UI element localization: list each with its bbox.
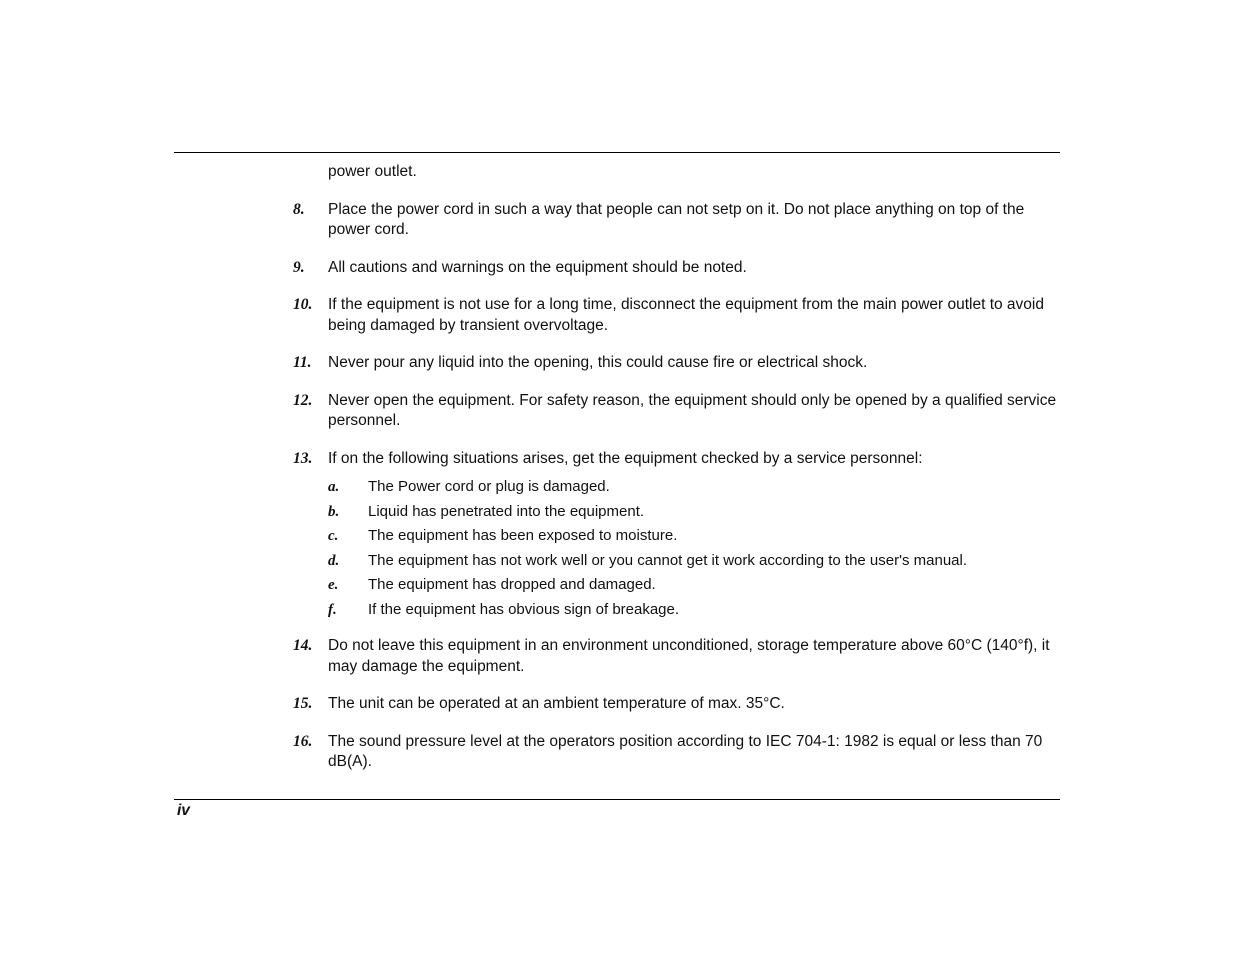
continued-text: power outlet. bbox=[328, 163, 417, 180]
sub-item-text: If the equipment has obvious sign of breakage. bbox=[368, 600, 680, 618]
sub-item-text: Liquid has penetrated into the equipment. bbox=[368, 502, 645, 520]
item-text: Do not leave this equipment in an environment unconditioned, storage temperature above 60°C (140°f), it may damage the equipment. bbox=[328, 637, 1050, 675]
header-rule bbox=[174, 152, 1060, 153]
item-text: The sound pressure level at the operators position according to IEC 704-1: 1982 is equal or less than 70 dB(A). bbox=[328, 732, 1043, 770]
sub-list-item bbox=[328, 598, 1060, 623]
sub-item-text: The equipment has been exposed to moisture. bbox=[368, 527, 678, 544]
sub-list-item bbox=[328, 475, 1060, 500]
item-text: Never open the equipment. For safety reason, the equipment should only be opened by a qualified service personnel. bbox=[328, 391, 1057, 429]
item-text: If the equipment is not use for a long time, disconnect the equipment from the main power outlet to avoid being damaged by transient overvoltage. bbox=[328, 296, 1044, 334]
sub-item-letter: f. bbox=[328, 601, 337, 618]
page-number: iv bbox=[177, 802, 190, 819]
item-number: 11. bbox=[293, 354, 312, 371]
item-text: Place the power cord in such a way that people can not setp on it. Do not place anything on top of the power cord. bbox=[328, 200, 1025, 238]
item-number: 15. bbox=[293, 695, 313, 712]
list-item bbox=[293, 694, 1060, 715]
sub-list-item bbox=[328, 549, 1060, 574]
item-text: All cautions and warnings on the equipment should be noted. bbox=[328, 258, 747, 276]
sub-list-item bbox=[328, 500, 1060, 525]
sub-item-letter: a. bbox=[328, 479, 340, 495]
sub-item-text: The Power cord or plug is damaged. bbox=[368, 478, 610, 495]
list-item bbox=[293, 200, 1060, 241]
safety-instructions-list bbox=[293, 162, 1060, 790]
footer-rule bbox=[174, 799, 1060, 800]
sub-item-letter: e. bbox=[328, 577, 339, 593]
list-item bbox=[293, 258, 1060, 279]
sub-item-text: The equipment has dropped and damaged. bbox=[368, 576, 656, 593]
list-item bbox=[293, 449, 1060, 623]
sub-list bbox=[328, 475, 1060, 622]
list-item bbox=[293, 391, 1060, 432]
item-number: 9. bbox=[293, 258, 305, 276]
sub-item-letter: b. bbox=[328, 503, 340, 520]
item-number: 8. bbox=[293, 200, 305, 218]
sub-item-letter: d. bbox=[328, 552, 340, 569]
item-text: Never pour any liquid into the opening, this could cause fire or electrical shock. bbox=[328, 354, 868, 371]
item-text: The unit can be operated at an ambient temperature of max. 35°C. bbox=[328, 695, 785, 712]
item-number: 16. bbox=[293, 732, 313, 750]
item-number: 13. bbox=[293, 449, 313, 467]
item-text: If on the following situations arises, get the equipment checked by a service personnel: bbox=[328, 449, 923, 467]
list-item bbox=[293, 295, 1060, 336]
list-item bbox=[293, 353, 1060, 374]
sub-item-letter: c. bbox=[328, 528, 339, 544]
item-number: 14. bbox=[293, 637, 313, 654]
sub-list-item bbox=[328, 524, 1060, 549]
sub-list-item bbox=[328, 573, 1060, 598]
list-item bbox=[293, 636, 1060, 677]
item-number: 10. bbox=[293, 296, 313, 313]
sub-item-text: The equipment has not work well or you cannot get it work according to the user's manual. bbox=[368, 551, 968, 569]
list-item bbox=[293, 732, 1060, 773]
item-number: 12. bbox=[293, 391, 313, 409]
